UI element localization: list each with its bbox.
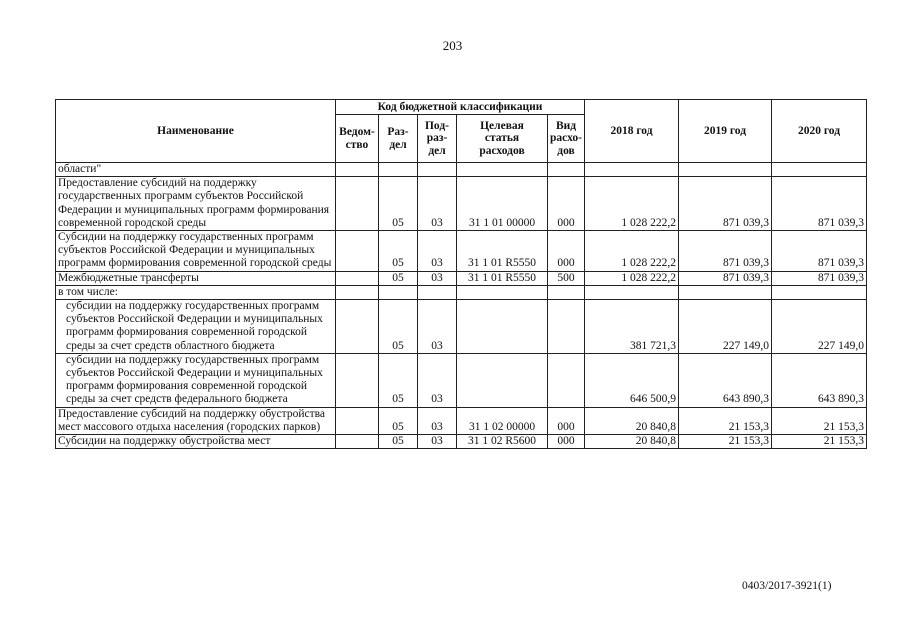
row-name: Межбюджетные трансферты: [56, 271, 336, 285]
row-celevaya: [457, 300, 548, 354]
row-2020: 227 149,0: [772, 300, 867, 354]
row-name: Субсидии на поддержку обустройства мест: [56, 435, 336, 449]
row-vedomstvo: [336, 177, 379, 231]
header-budget-code-group: Код бюджетной классификации: [336, 100, 585, 115]
row-razdel: 05: [379, 177, 418, 231]
row-razdel: 05: [379, 300, 418, 354]
row-2020: 871 039,3: [772, 231, 867, 272]
row-vedomstvo: [336, 353, 379, 407]
row-name: субсидии на поддержку государственных программ субъектов Российской Федерации и муниципальных программ формирования современной городской среды за счет средств областного бюджета: [56, 300, 336, 354]
row-podrazdel: 03: [418, 407, 457, 434]
row-2020: 21 153,3: [772, 435, 867, 449]
row-celevaya: 31 1 01 R5550: [457, 231, 548, 272]
row-2020: 21 153,3: [772, 407, 867, 434]
row-2019: 21 153,3: [679, 407, 772, 434]
table-body: [56, 163, 867, 449]
row-vid: 000: [548, 407, 585, 434]
row-vedomstvo: [336, 407, 379, 434]
row-2018: 1 028 222,2: [585, 271, 679, 285]
row-name: области": [56, 163, 336, 177]
row-celevaya: 31 1 01 R5550: [457, 271, 548, 285]
row-2018: [585, 285, 679, 299]
row-razdel: 05: [379, 231, 418, 272]
table-row: [56, 177, 867, 231]
row-celevaya: [457, 353, 548, 407]
row-vedomstvo: [336, 271, 379, 285]
row-2018: [585, 163, 679, 177]
table-row: [56, 407, 867, 434]
row-celevaya: 31 1 02 00000: [457, 407, 548, 434]
table-row: [56, 353, 867, 407]
row-podrazdel: 03: [418, 231, 457, 272]
row-2019: 871 039,3: [679, 231, 772, 272]
header-razdel: Раз- дел: [379, 115, 418, 163]
row-vedomstvo: [336, 300, 379, 354]
row-celevaya: 31 1 02 R5600: [457, 435, 548, 449]
row-vid: [548, 300, 585, 354]
row-vid: 000: [548, 435, 585, 449]
row-razdel: 05: [379, 271, 418, 285]
row-2018: 20 840,8: [585, 435, 679, 449]
row-2019: 871 039,3: [679, 271, 772, 285]
row-2019: [679, 163, 772, 177]
row-vedomstvo: [336, 285, 379, 299]
row-vid: [548, 285, 585, 299]
header-vid: Вид расхо- дов: [548, 115, 585, 163]
row-podrazdel: 03: [418, 353, 457, 407]
budget-table: [55, 99, 867, 449]
header-vedomstvo: Ведом- ство: [336, 115, 379, 163]
row-celevaya: 31 1 01 00000: [457, 177, 548, 231]
header-name: Наименование: [56, 100, 336, 163]
table-row: [56, 231, 867, 272]
row-2018: 1 028 222,2: [585, 231, 679, 272]
row-vid: [548, 163, 585, 177]
row-2019: 227 149,0: [679, 300, 772, 354]
header-2020: 2020 год: [772, 100, 867, 163]
row-name: в том числе:: [56, 285, 336, 299]
row-vedomstvo: [336, 231, 379, 272]
row-vid: 000: [548, 177, 585, 231]
table-row: [56, 285, 867, 299]
row-podrazdel: [418, 285, 457, 299]
row-2020: [772, 285, 867, 299]
row-name: Субсидии на поддержку государственных программ субъектов Российской Федерации и муниципальных программ формирования современной городской среды: [56, 231, 336, 272]
row-2020: 871 039,3: [772, 177, 867, 231]
row-2019: 643 890,3: [679, 353, 772, 407]
row-2020: [772, 163, 867, 177]
row-2018: 646 500,9: [585, 353, 679, 407]
table-row: [56, 163, 867, 177]
row-vedomstvo: [336, 435, 379, 449]
row-celevaya: [457, 285, 548, 299]
header-2019: 2019 год: [679, 100, 772, 163]
table-row: [56, 435, 867, 449]
row-2018: 381 721,3: [585, 300, 679, 354]
row-podrazdel: 03: [418, 300, 457, 354]
row-podrazdel: 03: [418, 435, 457, 449]
row-2020: 643 890,3: [772, 353, 867, 407]
row-2018: 1 028 222,2: [585, 177, 679, 231]
row-vid: 000: [548, 231, 585, 272]
row-razdel: 05: [379, 407, 418, 434]
row-2019: 21 153,3: [679, 435, 772, 449]
header-2018: 2018 год: [585, 100, 679, 163]
page-number: 203: [442, 38, 463, 53]
row-razdel: [379, 163, 418, 177]
row-vid: [548, 353, 585, 407]
row-2019: [679, 285, 772, 299]
row-razdel: 05: [379, 435, 418, 449]
header-podrazdel: Под- раз- дел: [418, 115, 457, 163]
row-name: Предоставление субсидий на поддержку обустройства мест массового отдыха населения (городских парков): [56, 407, 336, 434]
header-celevaya: Целевая статья расходов: [457, 115, 548, 163]
row-2020: 871 039,3: [772, 271, 867, 285]
document-code: 0403/2017-3921(1): [742, 580, 832, 592]
row-razdel: 05: [379, 353, 418, 407]
row-2019: 871 039,3: [679, 177, 772, 231]
row-podrazdel: 03: [418, 271, 457, 285]
row-vedomstvo: [336, 163, 379, 177]
row-2018: 20 840,8: [585, 407, 679, 434]
row-name: Предоставление субсидий на поддержку государственных программ субъектов Российской Федерации и муниципальных программ формирования современной городской среды: [56, 177, 336, 231]
row-razdel: [379, 285, 418, 299]
row-podrazdel: [418, 163, 457, 177]
row-name: субсидии на поддержку государственных программ субъектов Российской Федерации и муниципальных программ формирования современной городской среды за счет средств федерального бюджета: [56, 353, 336, 407]
row-celevaya: [457, 163, 548, 177]
row-vid: 500: [548, 271, 585, 285]
table-row: [56, 271, 867, 285]
table-row: [56, 300, 867, 354]
row-podrazdel: 03: [418, 177, 457, 231]
